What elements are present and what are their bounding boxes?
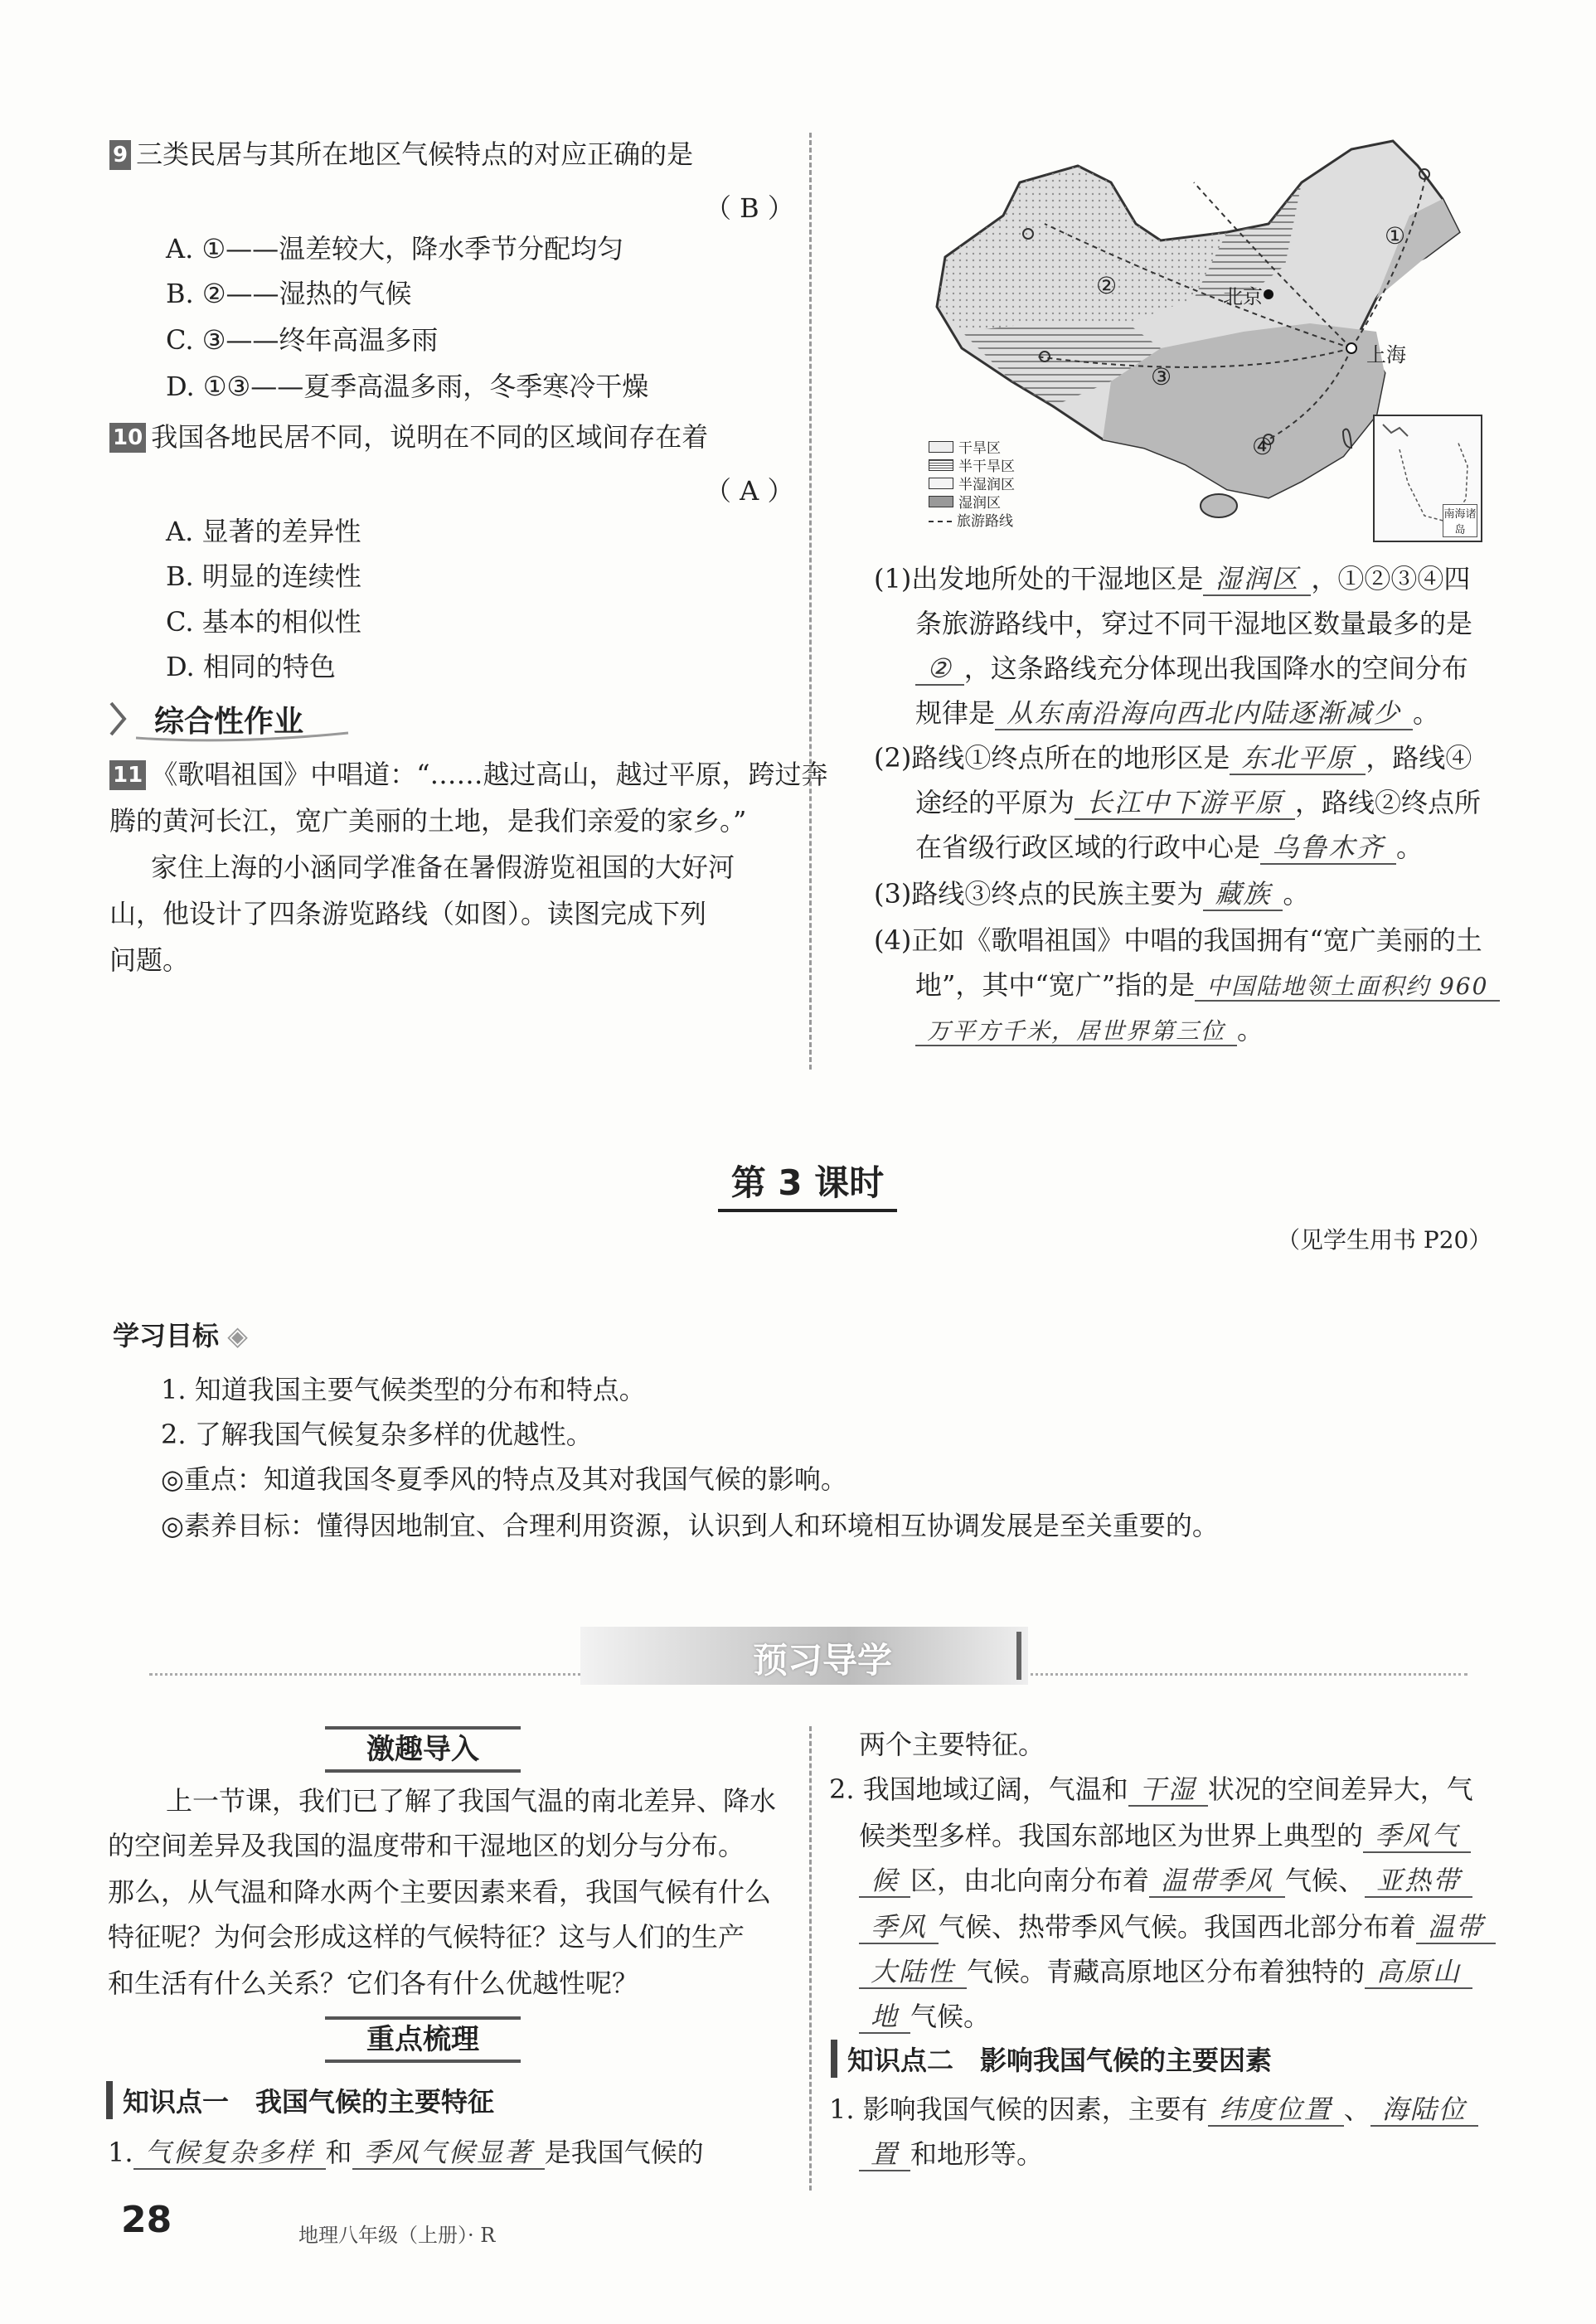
shanghai-label: 上海 [1366,343,1406,366]
answer-land-sea-part2: 置 [859,2138,910,2171]
intro-heading: 激趣导入 [325,1726,521,1773]
answer-complex-climate: 气候复杂多样 [133,2137,326,2170]
answer-route-2: ② [915,653,964,686]
q11-part2-line1: (2)路线①终点所在的地形区是 东北平原 ，路线④ [874,742,1472,774]
china-route-map [912,133,1526,547]
q11-line-1: 11 《歌唱祖国》中唱道：“……越过高山，越过平原，跨过奔 [109,756,828,793]
lesson-reference: （见学生用书 P20） [1277,1226,1492,1254]
intro-line-1: 上一节课，我们已了解了我国气温的南北差异、降水 [166,1785,777,1817]
banner-bar [1016,1632,1021,1680]
q11-line-3: 家住上海的小涵同学准备在暑假游览祖国的大好河 [151,851,735,883]
q10-number: 10 [109,423,146,453]
answer-monsoon-climate: 季风气候显著 [352,2137,545,2170]
answer-subtropical-part1: 亚热带 [1365,1865,1472,1898]
q9-option-a: A. ①——温差较大，降水季节分配均匀 [166,233,624,264]
kp1-item2-line4: 季风 气候、热带季风气候。我国西北部分布着 温带 [859,1909,1496,1945]
answer-urumqi: 乌鲁木齐 [1260,832,1396,865]
answer-plateau-part2: 地 [859,2001,910,2034]
legend-route: 旅游路线 [929,512,1015,531]
q11-number: 11 [109,760,146,790]
answer-monsoon-part2: 候 [859,1865,910,1898]
route-2-label: ② [1096,272,1118,299]
route-1-label: ① [1385,222,1406,250]
diamond-icon: ◈ [219,1320,248,1351]
q11-line-5: 问题。 [109,944,190,976]
route-3-label: ③ [1151,363,1172,391]
q9-answer: （ B ） [705,192,794,224]
kp1-line-1: 1. 气候复杂多样 和 季风气候显著 是我国气候的 [108,2137,704,2168]
answer-dry-wet: 干湿 [1128,1773,1208,1807]
answer-area-part1: 中国陆地领土面积约 960 [1195,973,1500,1002]
q9-option-d: D. ①③——夏季高温多雨，冬季寒冷干燥 [166,371,649,402]
answer-humid-region: 湿润区 [1203,563,1311,596]
q11-part4-line2: 地”，其中“宽广”指的是 中国陆地领土面积约 960 [915,967,1500,1005]
column-divider [809,133,812,1070]
q10-option-c: C. 基本的相似性 [166,606,361,638]
q10-option-b: B. 明显的连续性 [166,560,361,592]
q11-part1-line4: 规律是 从东南沿海向西北内陆逐渐减少 。 [915,697,1440,729]
goal-1: 1. 知道我国主要气候类型的分布和特点。 [161,1374,646,1405]
answer-area-part2: 万平方千米，居世界第三位 [915,1017,1237,1046]
kp1-item2-line6: 地 气候。 [859,1998,990,2035]
answer-temperate-monsoon: 温带季风 [1149,1865,1285,1898]
legend-arid: 干旱区 [929,439,1015,458]
column-divider-bottom [809,1726,812,2191]
kp1-item2-line2: 候类型多样。我国东部地区为世界上典型的 季风气 [859,1817,1471,1854]
kp1-line-2: 两个主要特征。 [859,1729,1045,1760]
south-china-sea-inset [1373,415,1482,542]
q9-number: 9 [109,140,131,170]
q10-option-d: D. 相同的特色 [166,651,336,682]
knowledge-point-1-heading: 知识点一 我国气候的主要特征 [106,2081,494,2119]
q11-part2-line2: 途经的平原为 长江中下游平原 ，路线②终点所 [915,787,1482,818]
q11-part4-line1: (4)正如《歌唱祖国》中唱的我国拥有“宽广美丽的土 [874,924,1482,956]
q9-option-b: B. ②——湿热的气候 [166,278,412,309]
q10-answer: （ A ） [705,475,794,507]
shanghai-marker [1346,343,1356,353]
answer-precip-pattern: 从东南沿海向西北内陆逐渐减少 [995,697,1413,730]
answer-plateau-part1: 高原山 [1365,1956,1472,1989]
answer-northeast-plain: 东北平原 [1230,742,1366,775]
answer-temperate-part1: 温带 [1416,1911,1496,1944]
goals-heading: 学习目标 ◈ [113,1320,248,1351]
answer-tibetan: 藏族 [1203,878,1283,911]
answer-latitude: 纬度位置 [1208,2094,1344,2127]
answer-monsoon-part1: 季风气 [1363,1820,1471,1853]
legend-humid: 湿润区 [929,494,1015,512]
q9-stem: 9 三类民居与其所在地区气候特点的对应正确的是 [109,136,693,172]
q11-part1-line3: ② ，这条路线充分体现出我国降水的空间分布 [915,650,1468,687]
answer-yangtze-plain: 长江中下游平原 [1075,787,1295,820]
intro-line-2: 的空间差异及我国的温度带和干湿地区的划分与分布。 [108,1830,745,1861]
goal-literacy: ◎素养目标：懂得因地制宜、合理利用资源，认识到人和环境相互协调发展是至关重要的。 [161,1510,1219,1541]
beijing-marker [1264,289,1273,299]
focus-heading: 重点梳理 [325,2016,521,2063]
legend-semi-arid: 半干旱区 [929,458,1015,476]
book-title: 地理八年级（上册）· R [298,2224,496,2247]
lesson-title: 第 3 课时 [718,1156,897,1212]
q11-part3: (3)路线③终点的民族主要为 藏族 。 [874,878,1310,910]
page-number: 28 [121,2199,172,2241]
kp2-line-1: 1. 影响我国气候的因素，主要有 纬度位置 、 海陆位 [829,2091,1478,2128]
intro-line-3: 那么，从气温和降水两个主要因素来看，我国气候有什么 [108,1876,772,1908]
goal-2: 2. 了解我国气候复杂多样的优越性。 [161,1419,593,1450]
intro-line-4: 特征呢？为何会形成这样的气候特征？这与人们的生产 [108,1921,745,1953]
legend-semi-humid: 半湿润区 [929,476,1015,494]
intro-line-5: 和生活有什么关系？它们各有什么优越性呢？ [108,1967,639,1999]
q9-option-c: C. ③——终年高温多雨 [166,324,439,356]
q10-stem: 10 我国各地民居不同，说明在不同的区域间存在着 [109,419,708,455]
q11-part1-line2: 条旅游路线中，穿过不同干湿地区数量最多的是 [915,608,1473,639]
q11-line-2: 腾的黄河长江，宽广美丽的土地，是我们亲爱的家乡。” [109,805,747,837]
answer-continental: 大陆性 [859,1956,967,1989]
answer-subtropical-part2: 季风 [859,1911,939,1944]
map-legend [929,439,1015,531]
answer-land-sea-part1: 海陆位 [1370,2094,1478,2127]
q10-option-a: A. 显著的差异性 [166,516,361,547]
comprehensive-section-heading: 综合性作业 [108,695,357,743]
q11-part2-line3: 在省级行政区域的行政中心是 乌鲁木齐 。 [915,832,1424,863]
kp2-line-2: 置 和地形等。 [859,2136,1043,2172]
q11-part4-line3: 万平方千米，居世界第三位 。 [915,1012,1264,1050]
beijing-label: 北京 [1223,285,1263,308]
q11-part1-line1: (1)出发地所处的干湿地区是 湿润区 ，①②③④四 [874,563,1471,594]
preview-banner: 预习导学 [580,1627,1028,1685]
route-4-label: ④ [1252,433,1273,460]
kp1-item2-line1: 2. 我国地域辽阔，气温和 干湿 状况的空间差异大，气 [829,1773,1473,1805]
knowledge-point-2-heading: 知识点二 影响我国气候的主要因素 [831,2040,1272,2078]
q11-line-4: 山，他设计了四条游览路线（如图）。读图完成下列 [109,898,707,929]
goal-key-point: ◎重点：知道我国冬夏季风的特点及其对我国气候的影响。 [161,1463,847,1495]
inset-label: 南海诸岛 [1443,504,1477,537]
kp1-item2-line3: 候 区，由北向南分布着 温带季风 气候、 亚热带 [859,1862,1472,1899]
kp1-item2-line5: 大陆性 气候。青藏高原地区分布着独特的 高原山 [859,1953,1472,1990]
